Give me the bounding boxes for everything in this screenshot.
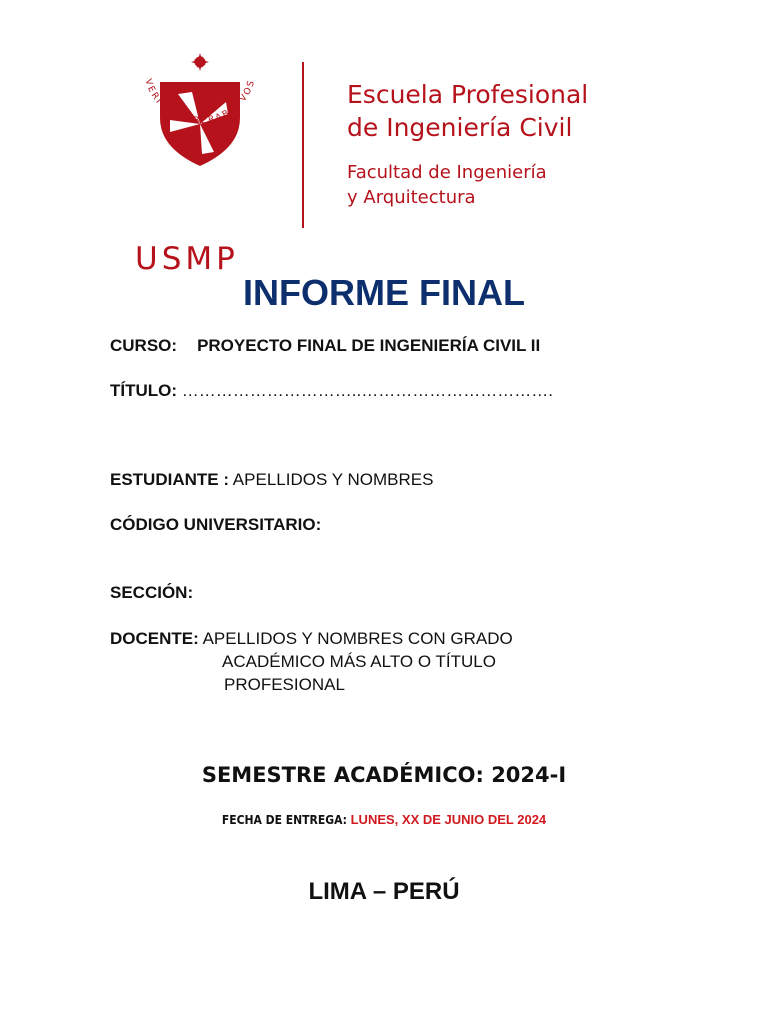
titulo-value: …………………………..……………………………. xyxy=(181,381,553,400)
faculty-name xyxy=(347,160,547,210)
lugar-label: LIMA – PERÚ xyxy=(308,878,460,905)
curso-value: PROYECTO FINAL DE INGENIERÍA CIVIL II xyxy=(197,336,541,355)
seccion-field xyxy=(110,583,193,603)
shield-emblem-icon xyxy=(130,48,270,188)
docente-label: DOCENTE: xyxy=(110,629,199,648)
school-name xyxy=(347,78,588,144)
faculty-line-2: y Arquitectura xyxy=(347,187,476,208)
seccion-label: SECCIÓN: xyxy=(110,583,194,602)
fecha-label: FECHA DE ENTREGA: xyxy=(221,813,347,827)
fecha-value: LUNES, XX DE JUNIO DEL 2024 xyxy=(350,812,547,827)
document-title: INFORME FINAL xyxy=(243,272,525,313)
usmp-logo xyxy=(130,48,270,277)
docente-line-2: ACADÉMICO MÁS ALTO O TÍTULO xyxy=(222,652,496,671)
titulo-field xyxy=(110,381,553,401)
curso-label: CURSO: xyxy=(110,336,178,355)
docente-line-1: APELLIDOS Y NOMBRES CON GRADO xyxy=(202,629,513,648)
docente-field xyxy=(110,627,513,696)
header-divider xyxy=(302,62,304,228)
curso-field xyxy=(110,336,540,356)
semestre-label: SEMESTRE ACADÉMICO: 2024-I xyxy=(201,763,567,787)
faculty-line-1: Facultad de Ingeniería xyxy=(347,162,547,183)
school-line-2: de Ingeniería Civil xyxy=(347,113,573,142)
estudiante-value: APELLIDOS Y NOMBRES xyxy=(232,470,434,489)
titulo-label: TÍTULO: xyxy=(110,381,178,400)
svg-text:VERITAS LIBERABIT VOS: VERITAS LIBERABIT VOS xyxy=(142,77,258,127)
estudiante-label: ESTUDIANTE : xyxy=(110,470,229,489)
fecha-entrega xyxy=(0,812,768,827)
codigo-label: CÓDIGO UNIVERSITARIO: xyxy=(110,515,322,534)
docente-line-3: PROFESIONAL xyxy=(224,675,345,694)
usmp-wordmark: USMP xyxy=(135,241,239,277)
codigo-field xyxy=(110,515,321,535)
estudiante-field xyxy=(110,470,433,490)
school-line-1: Escuela Profesional xyxy=(347,80,589,109)
